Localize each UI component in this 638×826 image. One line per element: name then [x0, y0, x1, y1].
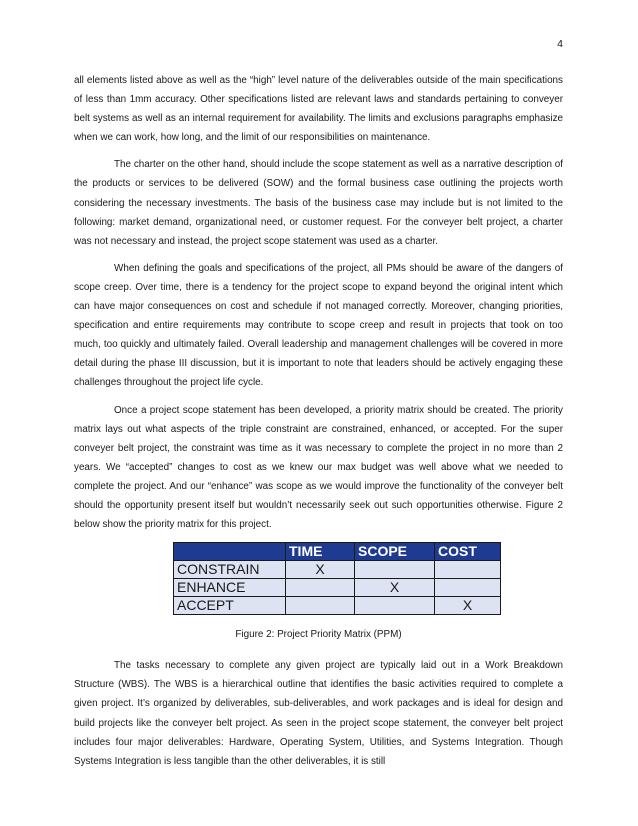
priority-row-constrain [174, 561, 501, 579]
header-cost: COST [435, 543, 501, 561]
page-body [74, 71, 563, 779]
row-label-accept: ACCEPT [174, 597, 286, 615]
cell-constrain-cost [435, 561, 501, 579]
page-number: 4 [557, 38, 563, 50]
paragraph-scope-creep: When defining the goals and specifications of the project, all PMs should be aware of the dangers of scope creep. Over time, there is a tendency for the project scope to expand beyond the original intent which can have major consequences on cost and schedule if not managed correctly. Moreover, changing priorities, specification and entire requirements may contribute to scope creep and result in projects that took on too much, too quickly and ultimately failed. Overall leadership and management challenges will be covered in more detail during the phase III discussion, but it is important to note that leaders should be actively engaging these challenges throughout the project life cycle. [74, 262, 563, 389]
row-label-constrain: CONSTRAIN [174, 561, 286, 579]
paragraph-scope-continuation: all elements listed above as well as the “high” level nature of the deliverables outside of the main specifications of less than 1mm accuracy. Other specifications listed are relevant laws and standards pertaining to conveyer belt systems as well as an internal requirement for availability. The limits and exclusions paragraphs emphasize when we can work, how long, and the limit of our responsibilities on maintenance. [74, 75, 563, 144]
header-scope: SCOPE [355, 543, 435, 561]
cell-constrain-scope [355, 561, 435, 579]
header-time: TIME [286, 543, 355, 561]
row-label-enhance: ENHANCE [174, 579, 286, 597]
cell-enhance-scope: X [355, 579, 435, 597]
priority-matrix-header-row [174, 543, 501, 561]
paragraph-charter: The charter on the other hand, should include the scope statement as well as a narrative description of the products or services to be delivered (SOW) and the formal business case outlining the projects worth considering the necessary investments. The basis of the business case may include but is not limited to the following: market demand, organizational need, or customer request. For the conveyer belt project, a charter was not necessary and instead, the project scope statement was used as a charter. [74, 159, 563, 247]
priority-row-enhance [174, 579, 501, 597]
cell-accept-scope [355, 597, 435, 615]
paragraph-wbs: The tasks necessary to complete any given project are typically laid out in a Work Breakdown Structure (WBS). The WBS is a hierarchical outline that identifies the basic activities required to complete a given project. It’s organized by deliverables, sub-deliverables, and work packages and is ideal for design and build projects like the conveyer belt project. As seen in the project scope statement, the conveyer belt project includes four major deliverables: Hardware, Operating System, Utilities, and Systems Integration. Though Systems Integration is less tangible than the other deliverables, it is still [74, 660, 563, 767]
cell-constrain-time: X [286, 561, 355, 579]
paragraph-priority-matrix: Once a project scope statement has been developed, a priority matrix should be created. The priority matrix lays out what aspects of the triple constraint are constrained, enhanced, or accepted. For the super conveyer belt project, the constraint was time as it was necessary to complete the project in no more than 2 years. We “accepted” changes to cost as we knew our max budget was well above what we needed to complete the project. And our “enhance” was scope as we would improve the functionality of the conveyer belt should the opportunity present itself but wouldn’t necessarily seek out such opportunities otherwise. Figure 2 below show the priority matrix for this project. [74, 404, 563, 531]
cell-enhance-cost [435, 579, 501, 597]
cell-accept-time [286, 597, 355, 615]
priority-row-accept [174, 597, 501, 615]
header-corner-cell [174, 543, 286, 561]
figure-caption: Figure 2: Project Priority Matrix (PPM) [235, 629, 402, 641]
cell-enhance-time [286, 579, 355, 597]
cell-accept-cost: X [435, 597, 501, 615]
priority-matrix-table [173, 542, 501, 615]
